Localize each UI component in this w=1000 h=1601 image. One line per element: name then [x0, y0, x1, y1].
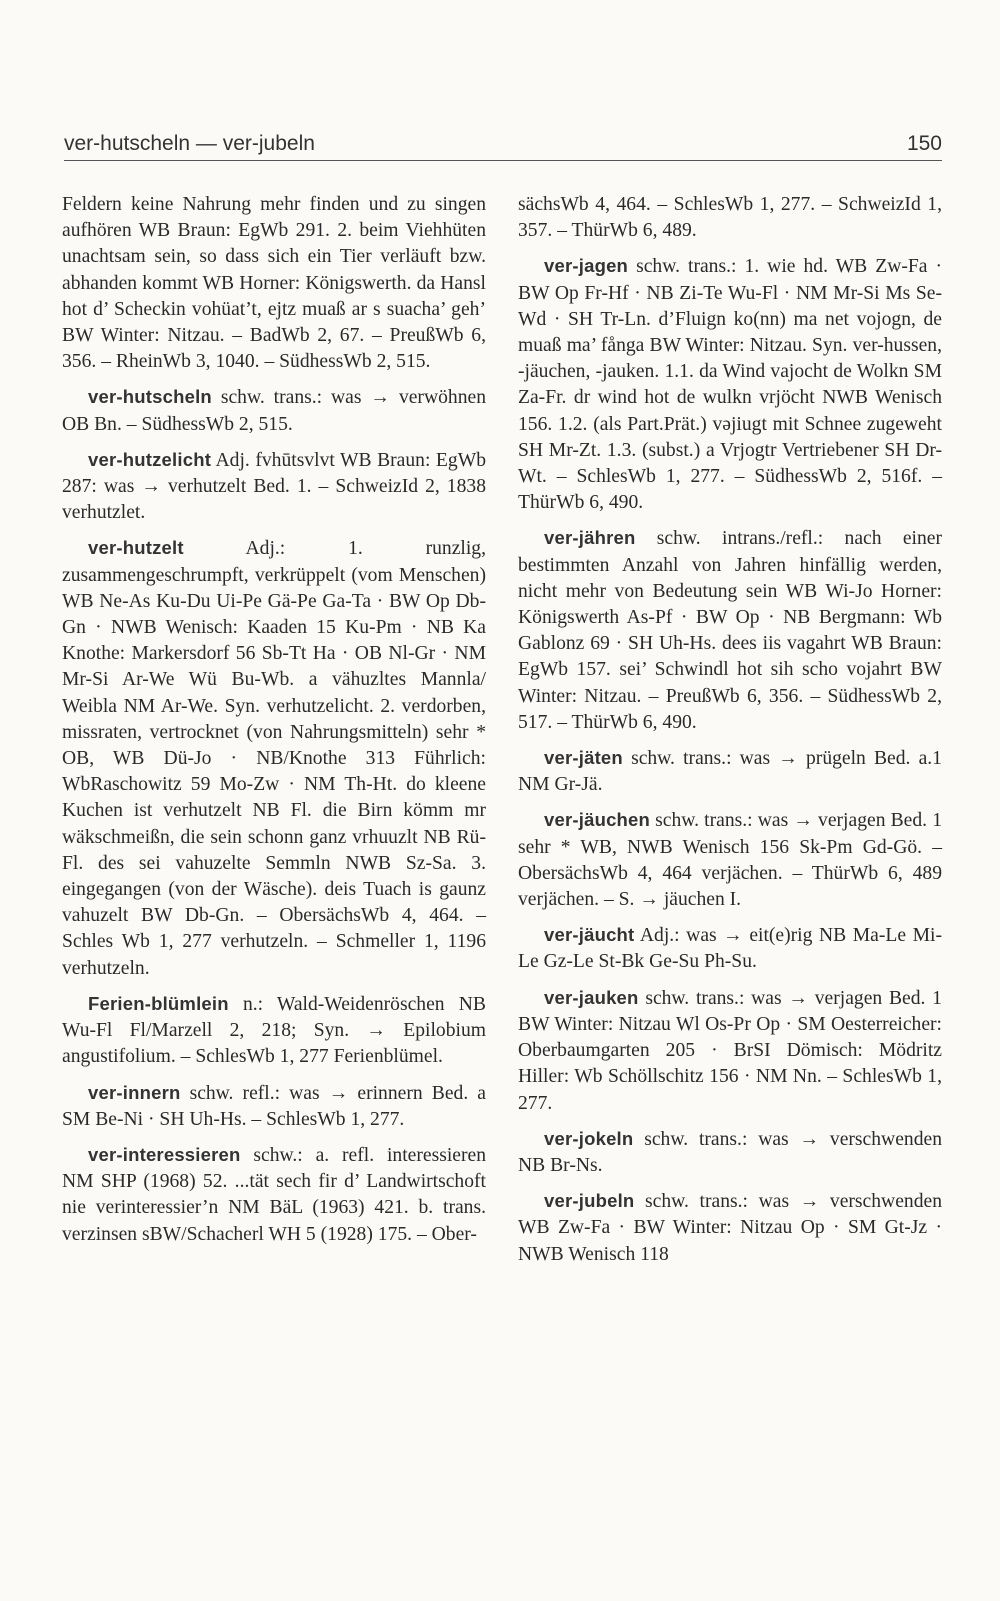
entry — [518, 745, 942, 798]
entry-text: schw. trans.: 1. wie hd. WB Zw-Fa · BW Op Fr-Hf · NB Zi-Te Wu-Fl · NM Mr-Si Ms Se-Wd · SH Tr-Ln. d’Fluign ko(nn) ma net vojogn, de muaß ma’ fånga BW Winter: Nitzau. Syn. ver-hussen, -jäuchen, -jauken. 1.1. da Wind vajocht de Wolkn SM Za-Fr. dr wind hot de wulkn vrjöcht NWB Wenisch 156. 1.2. (als Part.Prät.) vəjiugt mit Schnee zugeweht SH Mr-Zt. 1.3. (subst.) a Vrjogtr Vertriebener SH Dr-Wt. – SchlesWb 1, 277. – SüdhessWb 2, 516f. – ThürWb 6, 490. — [518, 256, 943, 514]
entry — [518, 1188, 942, 1268]
entry — [518, 985, 942, 1117]
entry-text: schw. refl.: was → erinnern Bed. a SM Be-Ni · SH Uh-Hs. – SchlesWb 1, 277. — [62, 1082, 486, 1130]
lemma: ver-innern — [88, 1081, 181, 1103]
entry-text: schw. intrans./refl.: nach einer bestimmten Anzahl von Jahren hinfällig werden, nicht mehr von Bedeutung sein WB Wi-Jo Horner: Königswerth As-Pf · BW Op · NB Bergmann: Wb Gablonz 69 · SH Uh-Hs. dees iis vagahrt WB Braun: EgWb 157. sei’ Schwindl hot sih scho vojahrt BW Winter: Nitzau. – PreußWb 6, 356. – SüdhessWb 2, 517. – ThürWb 6, 490. — [518, 528, 942, 733]
entry — [62, 1142, 486, 1248]
lemma: ver-jubeln — [544, 1190, 635, 1212]
entry — [62, 991, 486, 1071]
entry-text: schw. trans.: was → verschwenden NB Br-Ns. — [518, 1128, 942, 1176]
entry — [518, 922, 942, 975]
lemma: ver-jäten — [544, 747, 623, 769]
entry-text: n.: Wald-Weidenröschen NB Wu-Fl Fl/Marzell 2, 218; Syn. → Epilobium angustifolium. – SchlesWb 1, 277 Ferienblümel. — [62, 993, 486, 1068]
lemma: ver-hutzelt — [88, 537, 184, 559]
entry-text: Adj.: was → eit(e)rig NB Ma-Le Mi-Le Gz-Le St-Bk Ge-Su Ph-Su. — [518, 925, 942, 973]
entry-text: schw. trans.: was → verschwenden WB Zw-Fa · BW Winter: Nitzau Op · SM Gt-Jz · NWB Wenisch 118 — [518, 1191, 942, 1265]
entry — [62, 1080, 486, 1133]
entry-text: Adj. fvhūtsvlvt WB Braun: EgWb 287: was → verhutzelt Bed. 1. – SchweizId 2, 1838 verhutzlet. — [62, 449, 486, 524]
entry — [518, 807, 942, 913]
lemma: ver-jauken — [544, 986, 639, 1008]
right-column — [518, 192, 942, 1277]
lemma: ver-hutscheln — [88, 386, 212, 408]
page-title: ver-hutscheln — ver-jubeln — [64, 132, 315, 155]
entry — [62, 535, 486, 981]
lemma: ver-jäucht — [544, 924, 635, 946]
lemma: Ferien-blümlein — [88, 992, 229, 1014]
entry-text: schw. trans.: was → verwöhnen OB Bn. – SüdhessWb 2, 515. — [62, 387, 486, 435]
lemma: ver-jäuchen — [544, 809, 651, 831]
page-number: 150 — [906, 132, 942, 155]
lemma: ver-jagen — [544, 255, 629, 277]
entry-text: sächsWb 4, 464. – SchlesWb 1, 277. – SchweizId 1, 357. – ThürWb 6, 489. — [518, 194, 942, 242]
lemma: ver-jähren — [544, 527, 636, 549]
entry — [518, 525, 942, 736]
lemma: ver-interessieren — [88, 1143, 241, 1165]
entry — [518, 253, 942, 516]
entry-text: schw. trans.: was → verjagen Bed. 1 sehr * WB, NWB Wenisch 156 Sk-Pm Gd-Gö. – ObersächsWb 4, 464 verjächen. – ThürWb 6, 489 verjächen. – S. → jäuchen I. — [518, 810, 942, 911]
entry — [62, 447, 486, 527]
entry — [62, 384, 486, 437]
entry-text: schw.: a. refl. interessieren NM SHP (1968) 52. ...tät sech fir d’ Landwirtschoft nie verinteressier’n NM BäL (1963) 421. b. trans. verzinsen sBW/Schacherl WH 5 (1928) 175. – Ober- — [62, 1144, 486, 1245]
left-column — [62, 192, 486, 1257]
lemma: ver-hutzelicht — [88, 448, 212, 470]
entry — [518, 1126, 942, 1179]
entry-text: Feldern keine Nahrung mehr finden und zu singen aufhören WB Braun: EgWb 291. 2. beim Viehhüten unachtsam sein, so dass sich ein Tier verläuft bzw. abhanden kommt WB Horner: Königswerth. da Hansl hot d’ Scheckin vohüat’t, ejtz muaß ar s suacha’ geh’ BW Winter: Nitzau. – BadWb 2, 67. – PreußWb 6, 356. – RheinWb 3, 1040. – SüdhessWb 2, 515. — [62, 194, 486, 373]
entry-continuation — [62, 192, 486, 375]
entry-text: Adj.: 1. runzlig, zusammengeschrumpft, verkrüppelt (vom Menschen) WB Ne-As Ku-Du Ui-Pe Gä-Pe Ga-Ta · BW Op Db-Gn · NWB Wenisch: Kaaden 15 Ku-Pm · NB Ka Knothe: Markersdorf 56 Sb-Tt Ha · OB Nl-Gr · NM Mr-Si Ar-We Wü Bu-Wb. a vähuzltes Mannla/ Weibla NM Ar-We. Syn. verhutzelicht. 2. verdorben, missraten, vertrocknet (von Nahrungsmitteln) sehr * OB, WB Dü-Jo · NB/Knothe 313 Führlich: WbRaschowitz 59 Mo-Zw · NM Th-Ht. do kleene Kuchen ist verhutzelt NB Fl. die Birn kömm mr wäkschmeißn, die sein schonn ganz vrhuuzlt NB Rü-Fl. des sei vahuzelte Semmln NWB Sz-Sa. 3. eingegangen (von der Wäsche). deis Tuach is gaunz vahuzelt BW Db-Gn. – ObersächsWb 4, 464. – Schles Wb 1, 277 verhutzeln. – Schmeller 1, 1196 verhutzeln. — [62, 538, 486, 979]
entry-text: schw. trans.: was → prügeln Bed. a.1 NM Gr-Jä. — [518, 748, 942, 796]
entry-text: schw. trans.: was → verjagen Bed. 1 BW Winter: Nitzau Wl Os-Pr Op · SM Oesterreicher: Oberbaumgarten 205 · BrSI Dömisch: Mödritz Hiller: Wb Schöllschitz 156 · NM Nn. – SchlesWb 1, 277. — [518, 987, 942, 1114]
lemma: ver-jokeln — [544, 1127, 634, 1149]
entry-continuation — [518, 192, 942, 244]
running-head — [64, 128, 942, 161]
